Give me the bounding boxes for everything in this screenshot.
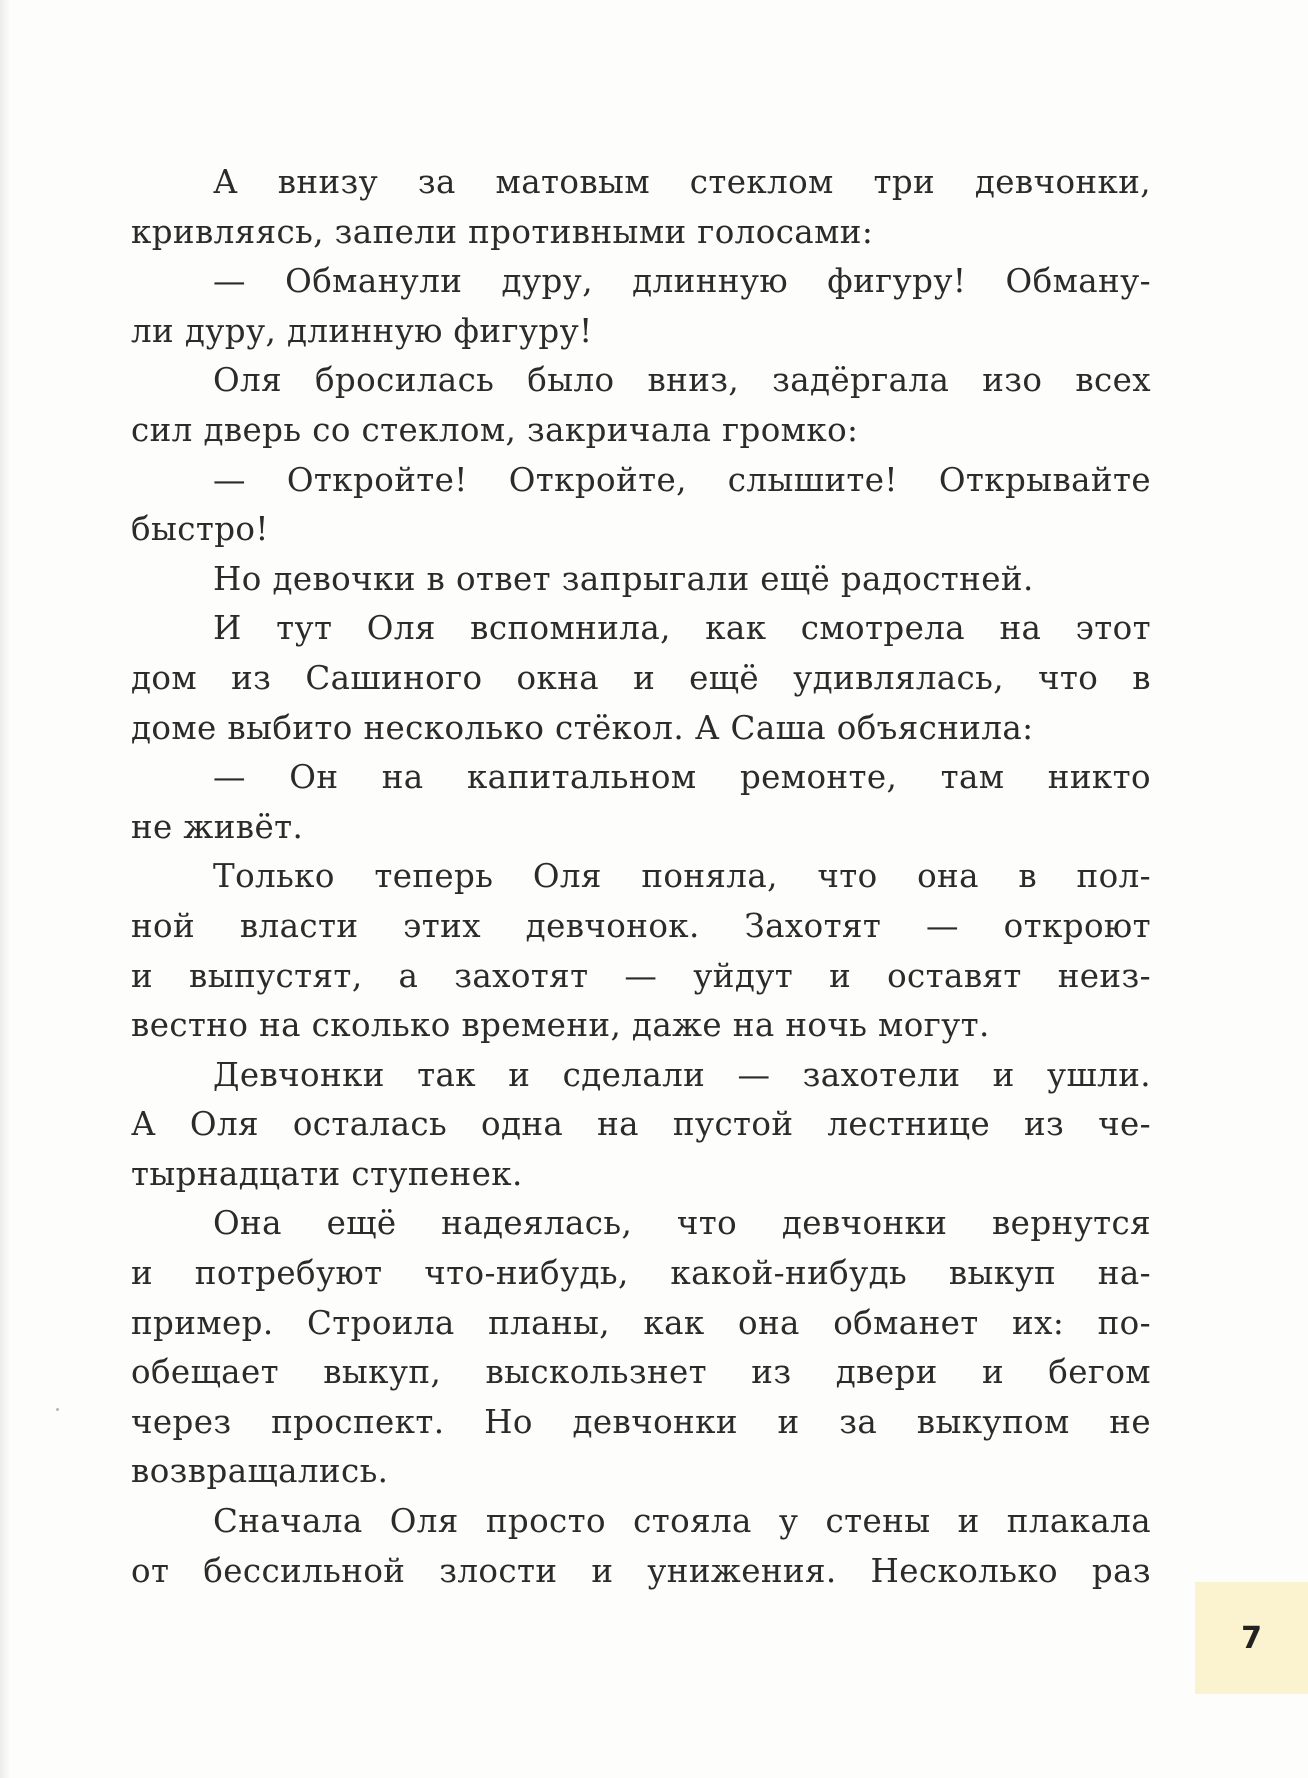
text-line: Она ещё надеялась, что девчонки вернутся [213,1204,1151,1243]
text-line: тырнадцати ступенек. [131,1154,523,1193]
text-line: Только теперь Оля поняла, что она в пол- [213,857,1151,896]
text-line: — Он на капитальном ремонте, там никто [213,758,1151,797]
text-line: от бессильной злости и унижения. Несколько раз [131,1551,1151,1590]
text-line: — Обманули дуру, длинную фигуру! Обману- [213,262,1151,301]
page-number-tab [1195,1582,1308,1694]
text-line: А Оля осталась одна на пустой лестнице из че- [131,1105,1151,1144]
text-line: сил дверь со стеклом, закричала громко: [131,410,859,449]
page-number: 7 [1241,1620,1262,1656]
text-line: И тут Оля вспомнила, как смотрела на этот [213,609,1151,648]
text-line: не живёт. [131,807,304,846]
text-line: и потребуют что-нибудь, какой-нибудь выкуп на- [131,1254,1151,1293]
body-text [131,158,1151,1596]
text-line: через проспект. Но девчонки и за выкупом не [131,1402,1151,1441]
text-line: кривляясь, запели противными голосами: [131,212,874,251]
text-line: ной власти этих девчонок. Захотят — откроют [131,906,1151,945]
text-line: пример. Строила планы, как она обманет их: по- [131,1303,1151,1342]
text-line: обещает выкуп, выскользнет из двери и бегом [131,1353,1151,1392]
text-line: и выпустят, а захотят — уйдут и оставят неиз- [131,956,1151,995]
text-line: — Откройте! Откройте, слышите! Открывайте [213,460,1151,499]
text-line: Сначала Оля просто стояла у стены и плакала [213,1502,1151,1541]
text-line: Девчонки так и сделали — захотели и ушли. [213,1055,1151,1094]
text-line: доме выбито несколько стёкол. А Саша объяснила: [131,708,1034,747]
text-line: вестно на сколько времени, даже на ночь могут. [131,1006,990,1045]
print-speck [56,1408,59,1411]
text-line: дом из Сашиного окна и ещё удивлялась, что в [131,658,1151,697]
text-line: А внизу за матовым стеклом три девчонки, [213,163,1151,201]
text-line: быстро! [131,510,269,549]
text-line: Оля бросилась было вниз, задёргала изо всех [213,361,1151,400]
text-line: ли дуру, длинную фигуру! [131,311,593,350]
page-edge [0,0,10,1778]
text-line: Но девочки в ответ запрыгали ещё радостней. [213,559,1034,598]
text-line: возвращались. [131,1452,389,1491]
